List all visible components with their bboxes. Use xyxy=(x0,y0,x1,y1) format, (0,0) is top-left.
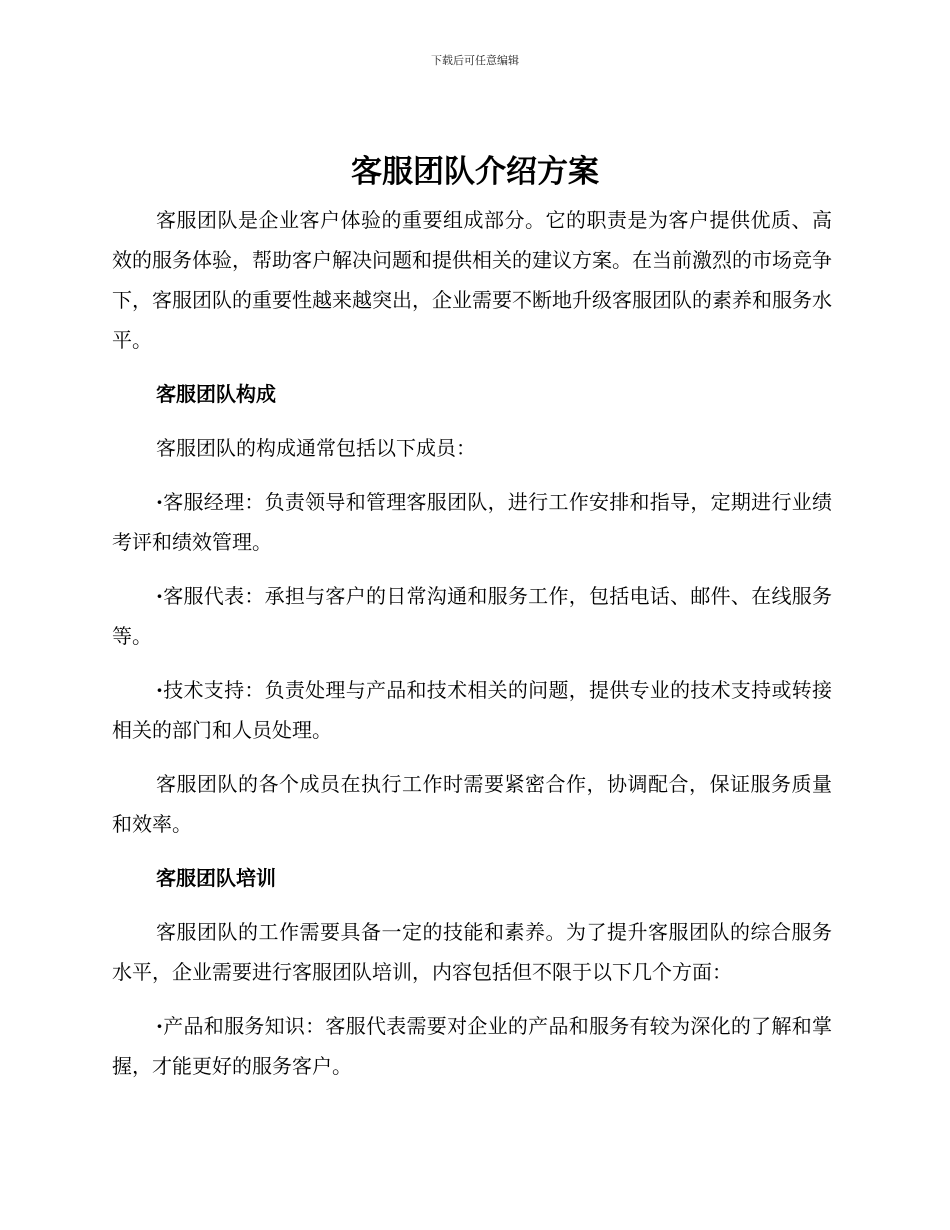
bullet-dot-icon: · xyxy=(156,584,163,608)
section-heading-composition: 客服团队构成 xyxy=(156,382,276,406)
document-body xyxy=(112,200,832,1100)
bullet-text: 产品和服务知识：客服代表需要对企业的产品和服务有较为深化的了解和掌握，才能更好的服务客户。 xyxy=(112,1014,832,1078)
bullet-text: 技术支持：负责处理与产品和技术相关的问题，提供专业的技术支持或转接相关的部门和人员处理。 xyxy=(112,678,832,742)
section-heading-training: 客服团队培训 xyxy=(156,866,276,890)
bullet-text: 客服经理：负责领导和管理客服团队，进行工作安排和指导，定期进行业绩考评和绩效管理。 xyxy=(112,490,832,554)
bullet-item-representative xyxy=(112,576,832,656)
bullet-item-manager xyxy=(112,482,832,562)
composition-closing: 客服团队的各个成员在执行工作时需要紧密合作，协调配合，保证服务质量和效率。 xyxy=(112,772,832,836)
bullet-item-tech-support xyxy=(112,670,832,750)
composition-lead: 客服团队的构成通常包括以下成员： xyxy=(156,436,476,460)
bullet-dot-icon: · xyxy=(156,1014,163,1038)
intro-paragraph: 客服团队是企业客户体验的重要组成部分。它的职责是为客户提供优质、高效的服务体验，帮助客户解决问题和提供相关的建议方案。在当前激烈的市场竞争下，客服团队的重要性越来越突出，企业需要不断地升级客服团队的素养和服务水平。 xyxy=(112,208,832,352)
bullet-dot-icon: · xyxy=(156,490,163,514)
bullet-dot-icon: · xyxy=(156,678,163,702)
bullet-item-product-knowledge xyxy=(112,1006,832,1086)
document-title: 客服团队介绍方案 xyxy=(351,154,599,190)
training-lead: 客服团队的工作需要具备一定的技能和素养。为了提升客服团队的综合服务水平，企业需要进行客服团队培训，内容包括但不限于以下几个方面： xyxy=(112,920,832,984)
header-note: 下载后可任意编辑 xyxy=(431,54,519,67)
bullet-text: 客服代表：承担与客户的日常沟通和服务工作，包括电话、邮件、在线服务等。 xyxy=(112,584,832,648)
